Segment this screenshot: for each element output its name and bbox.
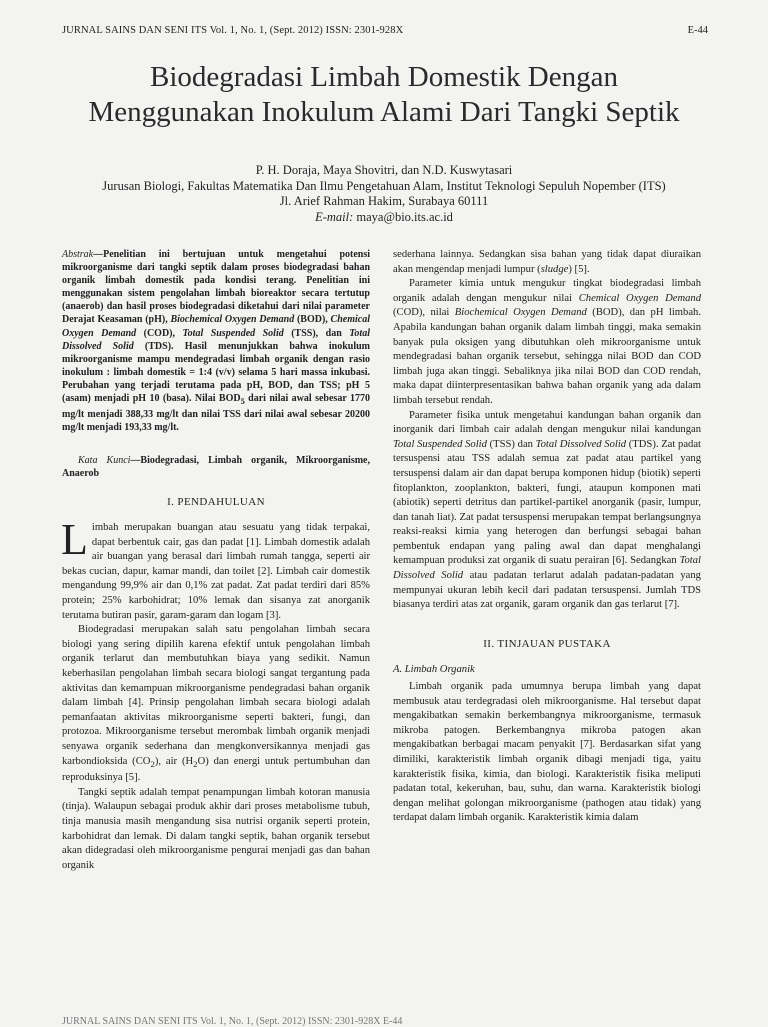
paragraph: Limbah merupakan buangan atau sesuatu yang tidak terpakai, dapat berbentuk cair, gas dan padat [1]. Limbah domestik adalah air buangan yang berasal dari limbah rumah tangga, seperti air bekas cucian, dapur, kamar mandi, dan toilet [2]. Limbah cair domestik mengandung 99,9% air dan 0,1% zat padat. Zat padat terdiri dari 85% protein; 25% karbohidrat; 10% lemak dan sisanya zat anorganik terutama butiran pasir, garam-garam dan logam [3]. xyxy=(61,515,370,621)
drop-cap: L xyxy=(61,515,88,565)
keywords: Kata Kunci—Biodegradasi, Limbah organik, Mikroorganisme, Anaerob xyxy=(62,455,370,480)
running-footer: JURNAL SAINS DAN SENI ITS Vol. 1, No. 1, (Sept. 2012) ISSN: 2301-928X E-44 xyxy=(62,1016,403,1027)
author-names: P. H. Doraja, Maya Shovitri, dan N.D. Kuswytasari xyxy=(255,163,513,177)
running-header-journal: JURNAL SAINS DAN SENI ITS Vol. 1, No. 1, (Sept. 2012) ISSN: 2301-928X xyxy=(62,25,404,36)
abstract-label: Abstrak xyxy=(62,249,94,260)
paragraph: Biodegradasi merupakan salah satu pengolahan limbah secara biologi yang sering dipilih karena efektif untuk pengolahan limbah organik terlarut dan membutuhkan biaya yang sedikit. Namun keberhasilan pengolahan limbah secara biologi sangat tergantung pada aktivitas dan kemampuan mikroorganisme pendegradasi bahan organik dalam limbah [4]. Prinsip pengolahan limbah secara biologi adalah pemanfaatan aktivitas mikroorganisme seperti bakteri, fungi, dan protozoa. Mikroorganisme tersebut merombak limbah organik menjadi senyawa organik sederhana dan mengkonversikannya menjadi gas karbondioksida $(CO_2)$, air $(H_2O)$ dan energi untuk pertumbuhan dan reproduksinya [5]. xyxy=(62,624,370,784)
email-line xyxy=(0,210,768,226)
paragraph: Tangki septik adalah tempat penampungan limbah kotoran manusia (tinja). Walaupun sebagai produk akhir dari proses metabolisme tubuh, tinja manusia masih mengandung sisa nutrisi organik seperti protein, karbohidrat dan lemak. Di dalam tangki septik, bahan organik tersebut akan didegradasi oleh mikroorganisme pengurai menjadi gas dan bahan organik xyxy=(62,786,370,871)
title-line-2: Menggunakan Inokulum Alami Dari Tangki Septik xyxy=(88,96,680,128)
subsection-heading-limbah-organik: A. Limbah Organik xyxy=(393,664,475,676)
paragraph: Parameter kimia untuk mengukur tingkat biodegradasi limbah organik adalah dengan mengukur nilai Chemical Oxygen Demand (COD), nilai Biochemical Oxygen Demand (BOD), dan pH limbah. Apabila kandungan bahan organik dalam limbah tinggi, maka semakin banyak pula oksigen yang dibutuhkan oleh mikroorganisme untuk mendegradasi bahan organik tersebut, sehingga nilai BOD dan COD limbah juga akan tinggi. Sebaliknya jika nilai BOD dan COD rendah, maka dapat diinterpresentasikan bahwa bahan organik yang ada dalam limbah tersebut rendah. xyxy=(393,278,701,406)
keywords-label: Kata Kunci xyxy=(78,455,131,467)
left-column xyxy=(62,248,370,873)
right-column xyxy=(393,248,701,826)
title-line-1: Biodegradasi Limbah Domestik Dengan xyxy=(150,61,618,93)
author-block xyxy=(0,163,768,225)
running-header-page: E-44 xyxy=(687,25,708,36)
paragraph: Parameter fisika untuk mengetahui kandungan bahan organik dan inorganik dari limbah cair adalah dengan mengukur nilai kandungan Total Suspended Solid (TSS) dan Total Dissolved Solid (TDS). Zat padat tersuspensi atau TSS adalah semua zat padat atau partikel yang tersuspensi dalam air dan dapat berupa komponen hidup (biotik) seperti fitoplankton, zooplankton, bakteri, fungi, ataupun komponen mati (abiotik) seperti detritus dan partikel-partikel anorganik (pasir, lumpur, dan tanah liat). Zat padat tersuspensi merupakan tempat berlangsungnya reaksi-reaksi kimia yang heterogen dan berfungsi sebagai bahan pembentuk endapan yang paling awal dan dapat menghalangi kemampuan produksi zat organik di suatu perairan [6]. Sedangkan Total Dissolved Solid atau padatan terlarut adalah padatan-padatan yang mempunyai ukuran lebih kecil dari padatan tersuspensi. Jumlah TDS biasanya terdiri atas zat organik, garam organik dan gas terlarut [7]. xyxy=(393,409,701,611)
section-heading-pendahuluan: I. PENDAHULUAN xyxy=(167,495,265,508)
paper-title xyxy=(0,60,768,130)
paragraph: Limbah organik pada umumnya berupa limbah yang dapat membusuk atau terdegradasi oleh mikroorganisme. Hal tersebut dapat mengakibatkan semakin berkembangnya mikroorganisme, termasuk mikroba patogen. Berkembangnya mikroba patogen akan mengakibatkan berbagai macam penyakit [7]. Berdasarkan sifat yang dimiliki, karakteristik limbah organik dibagi menjadi tiga, yaitu karakteristik fisika, kimia, dan biologi. Karakteristik fisika meliputi padatan total, kekeruhan, bau, suhu, dan warna. Karakteristik biologi dengan melihat golongan mikroorganisme (pathogen atau tidak) yang terdapat dalam limbah organik. Karakteristik kimia dalam xyxy=(393,681,701,824)
address: Jl. Arief Rahman Hakim, Surabaya 60111 xyxy=(279,194,489,208)
email-address[interactable]: maya@bio.its.ac.id xyxy=(356,209,453,224)
paragraph: sederhana lainnya. Sedangkan sisa bahan yang tidak dapat diuraikan akan mengendap menjadi lumpur (sludge) [5]. xyxy=(393,249,701,275)
email-label: E-mail: xyxy=(315,209,354,224)
abstract: Abstrak—Penelitian ini bertujuan untuk mengetahui potensi mikroorganisme dari tangki septik dalam proses biodegradasi bahan organik limbah domestik pada kondisi terang. Penelitian ini menggunakan sistem pengolahan limbah bioreaktor secara tertutup (anaerob) dan hasil proses biodegradasi diketahui dari nilai parameter Derajat Keasaman (pH), Biochemical Oxygen Demand (BOD), Chemical Oxygen Demand (COD), Total Suspended Solid (TSS), dan Total Dissolved Solid (TDS). Hasil menunjukkan bahwa inokulum mikroorganisme mampu mendegradasi limbah organik dengan rasio inokulum : limbah domestik = 1:4 (v/v) selama 5 hari massa inkubasi. Perubahan yang terjadi terutama pada pH, BOD, dan TSS; pH 5 (asam) menjadi pH 10 (basa). Nilai $BOD_5$ dari nilai awal sebesar 1770 mg/lt menjadi 388,33 mg/lt dan nilai TSS dari nilai awal sebesar 20200 mg/lt menjadi 193,33 mg/lt. xyxy=(62,249,370,434)
affiliation: Jurusan Biologi, Fakultas Matematika Dan Ilmu Pengetahuan Alam, Institut Teknologi Sepuluh Nopember (ITS) xyxy=(102,178,666,193)
section-heading-tinjauan-pustaka: II. TINJAUAN PUSTAKA xyxy=(483,637,611,650)
